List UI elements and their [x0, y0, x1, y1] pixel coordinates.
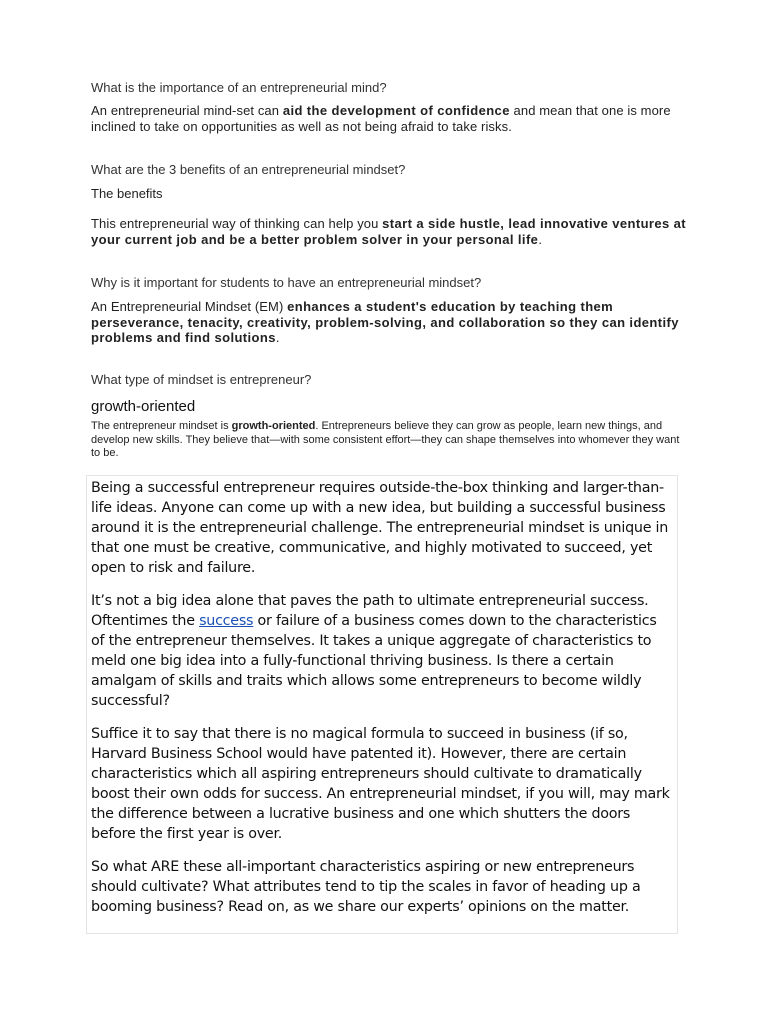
article-paragraph-3: Suffice it to say that there is no magical formula to succeed in business (if so, Harvard Business School would have patented it). However, there are certain characteristics which all aspiring entrepreneurs should cultivate to dramatically boost their own odds for success. An entrepreneurial mindset, if you will, may mark the difference between a lucrative business and one which shutters the doors before the first year is over.	[91, 726, 670, 842]
answer-text: An Entrepreneurial Mindset (EM)	[91, 299, 288, 314]
answer-text: .	[275, 330, 280, 345]
question-importance: What is the importance of an entrepreneurial mind?	[91, 80, 387, 95]
answer-text: . Entrepreneurs believe they can grow as people, learn new things, and develop new skills. They believe that—with some consistent effort—they can shape themselves into whomever they want to be.	[91, 420, 680, 459]
success-link[interactable]: success	[199, 613, 254, 629]
question-students: Why is it important for students to have an entrepreneurial mindset?	[91, 275, 482, 290]
answer-text: and mean that one is more inclined to take on opportunities as well as not being afraid to take risks.	[91, 103, 671, 134]
article-text: or failure of a business comes down to the characteristics of the entrepreneur themselves. It takes a unique aggregate of characteristics to meld one big idea into a fully-functional thriving business. Is there a certain amalgam of skills and traits which allows some entrepreneurs to become wildly successful?	[91, 613, 657, 709]
answer-text: The entrepreneur mindset is	[91, 420, 232, 432]
answer-highlight: growth-oriented	[231, 420, 316, 432]
question-benefits: What are the 3 benefits of an entrepreneurial mindset?	[91, 162, 406, 177]
answer-students	[91, 299, 691, 346]
answer-text: An entrepreneurial mind-set can	[91, 103, 283, 118]
answer-text: This entrepreneurial way of thinking can help you	[91, 216, 383, 231]
answer-highlight: start a side hustle, lead innovative ventures at your current job and be a better problem solver in your personal life	[91, 216, 687, 247]
question-mindset-type: What type of mindset is entrepreneur?	[91, 372, 312, 387]
article-excerpt	[86, 475, 678, 934]
growth-oriented-heading: growth-oriented	[91, 398, 196, 415]
answer-mindset-type	[91, 420, 681, 461]
article-text: It’s not a big idea alone that paves the path to ultimate entrepreneurial success. Oftentimes the	[91, 593, 649, 629]
answer-importance	[91, 103, 691, 134]
article-paragraph-4: So what ARE these all-important characteristics aspiring or new entrepreneurs should cultivate? What attributes tend to tip the scales in favor of heading up a booming business? Read on, as we share our experts’ opinions on the matter.	[91, 859, 641, 915]
article-paragraph-2	[91, 591, 673, 711]
article-paragraph-1: Being a successful entrepreneur requires outside-the-box thinking and larger-than-life ideas. Anyone can come up with a new idea, but building a successful business around it is the entrepreneurial challenge. The entrepreneurial mindset is unique in that one must be creative, communicative, and highly motivated to succeed, yet open to risk and failure.	[91, 480, 669, 576]
benefits-heading: The benefits	[91, 186, 163, 201]
answer-text: .	[538, 231, 543, 247]
answer-highlight: enhances a student's education by teaching them perseverance, tenacity, creativity, problem-solving, and collaboration so they can identify problems and find solutions	[91, 299, 679, 345]
answer-benefits	[91, 216, 691, 247]
answer-highlight: aid the development of confidence	[282, 103, 510, 118]
